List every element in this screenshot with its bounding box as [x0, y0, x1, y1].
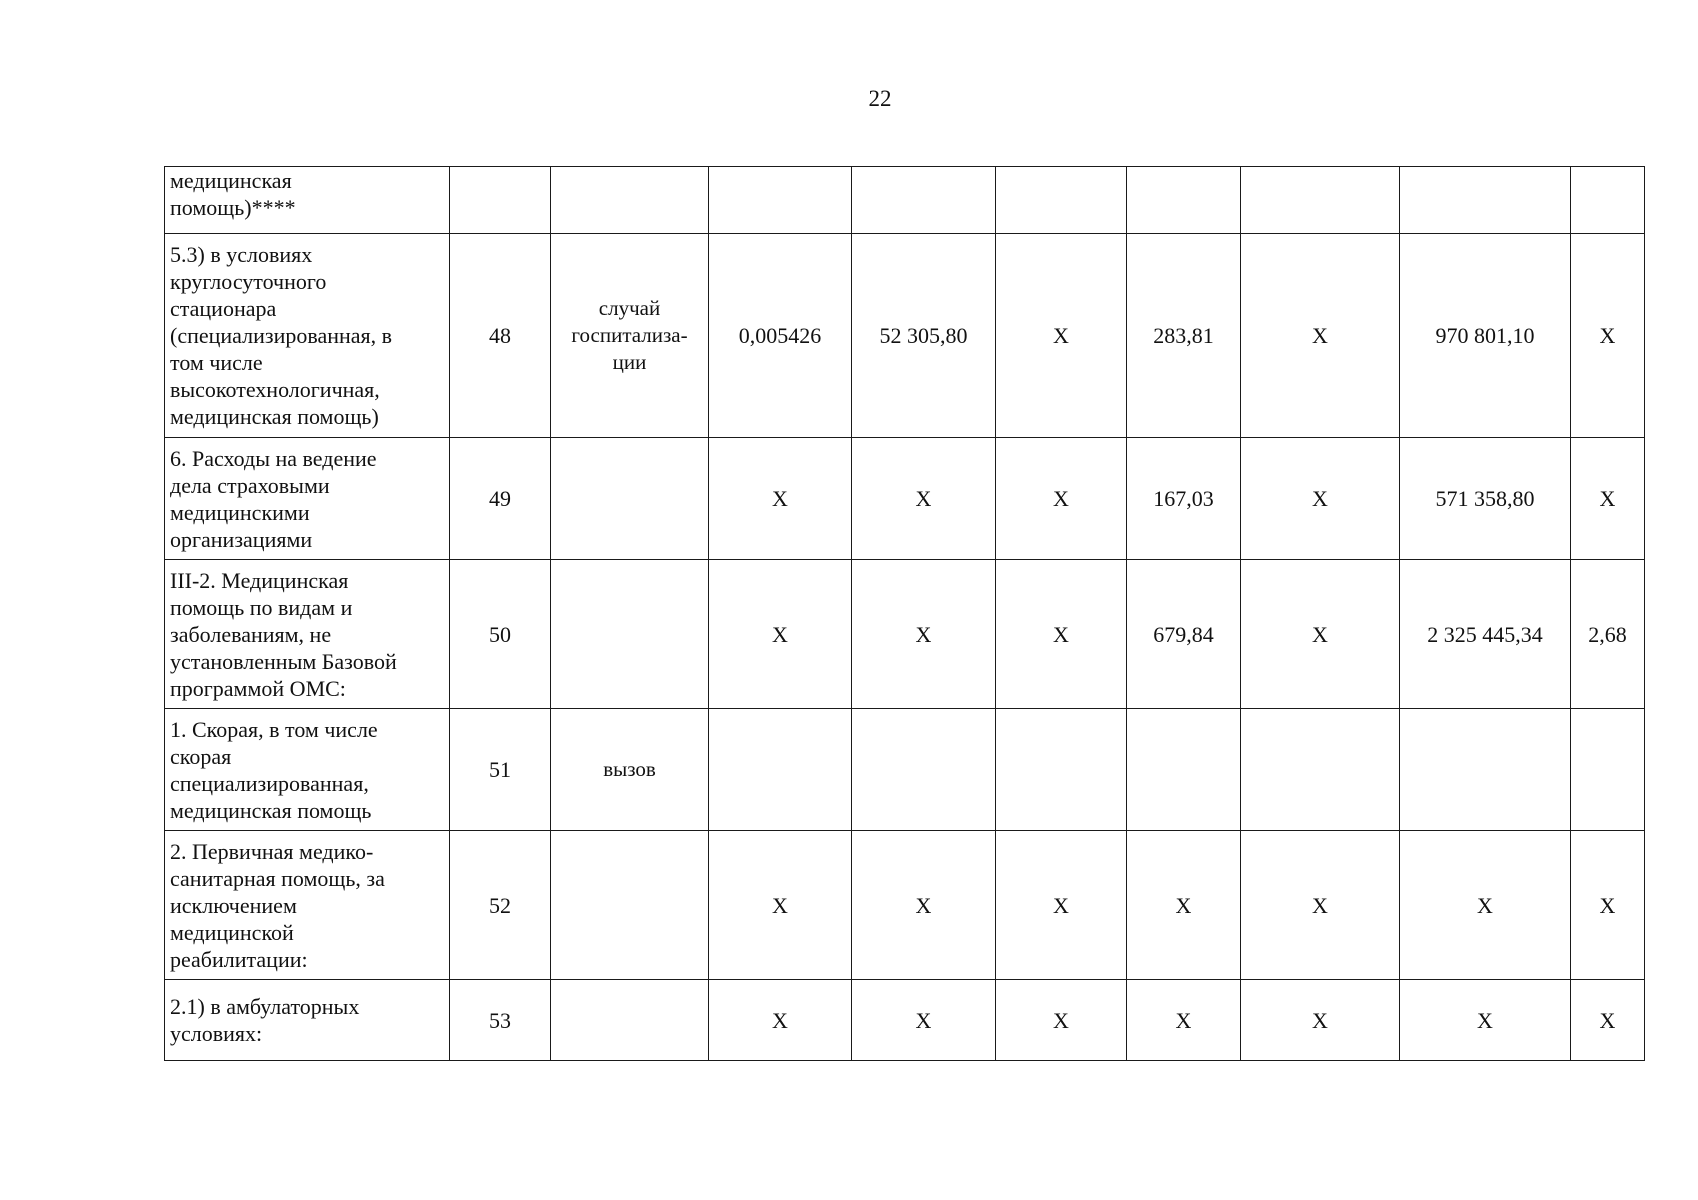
value-cell: X [1400, 831, 1571, 980]
value-cell: X [709, 831, 852, 980]
row-name-cell: 2. Первичная медико- санитарная помощь, за исключением медицинской реабилитации: [165, 831, 450, 980]
value-cell: X [1571, 438, 1645, 560]
value-cell: 571 358,80 [1400, 438, 1571, 560]
value-cell [1400, 709, 1571, 831]
value-cell: X [1241, 560, 1400, 709]
value-cell [1241, 167, 1400, 234]
value-cell: 283,81 [1127, 234, 1241, 438]
row-name-cell: 5.3) в условиях круглосуточного стационара (специализированная, в том числе высокотехнологичная, медицинская помощь) [165, 234, 450, 438]
row-name-cell: III-2. Медицинская помощь по видам и заболеваниям, не установленным Базовой программой ОМС: [165, 560, 450, 709]
value-cell: 52 305,80 [852, 234, 996, 438]
unit-cell: вызов [551, 709, 709, 831]
value-cell [1571, 167, 1645, 234]
value-cell: X [996, 980, 1127, 1061]
value-cell: X [1400, 980, 1571, 1061]
value-cell: X [1571, 980, 1645, 1061]
value-cell: X [852, 980, 996, 1061]
value-cell [709, 709, 852, 831]
value-cell [996, 167, 1127, 234]
value-cell: 167,03 [1127, 438, 1241, 560]
value-cell [852, 167, 996, 234]
row-number-cell: 50 [450, 560, 551, 709]
value-cell: X [1571, 831, 1645, 980]
value-cell: X [1241, 234, 1400, 438]
value-cell: 0,005426 [709, 234, 852, 438]
table-row [165, 709, 1645, 831]
row-name-cell: 6. Расходы на ведение дела страховыми медицинскими организациями [165, 438, 450, 560]
value-cell: X [852, 560, 996, 709]
unit-cell [551, 167, 709, 234]
value-cell: X [709, 438, 852, 560]
table-row [165, 167, 1645, 234]
value-cell [852, 709, 996, 831]
page-number: 22 [868, 86, 892, 111]
row-number-cell: 49 [450, 438, 551, 560]
table-row [165, 560, 1645, 709]
value-cell [1241, 709, 1400, 831]
row-number-cell [450, 167, 551, 234]
row-name-cell: 2.1) в амбулаторных условиях: [165, 980, 450, 1061]
value-cell [709, 167, 852, 234]
value-cell: X [1571, 234, 1645, 438]
row-number-cell: 51 [450, 709, 551, 831]
value-cell: X [1127, 831, 1241, 980]
row-number-cell: 52 [450, 831, 551, 980]
unit-cell [551, 560, 709, 709]
value-cell [1127, 167, 1241, 234]
row-name-cell: медицинская помощь)**** [165, 167, 450, 234]
value-cell [1571, 709, 1645, 831]
table-row [165, 831, 1645, 980]
table-row [165, 438, 1645, 560]
value-cell: X [1127, 980, 1241, 1061]
value-cell: X [996, 831, 1127, 980]
value-cell: X [1241, 980, 1400, 1061]
value-cell: X [996, 234, 1127, 438]
unit-cell [551, 831, 709, 980]
table-row [165, 234, 1645, 438]
value-cell: 2,68 [1571, 560, 1645, 709]
value-cell [1400, 167, 1571, 234]
value-cell [996, 709, 1127, 831]
row-name-cell: 1. Скорая, в том числе скорая специализированная, медицинская помощь [165, 709, 450, 831]
table-body [165, 167, 1645, 1061]
value-cell: X [852, 831, 996, 980]
value-cell: 679,84 [1127, 560, 1241, 709]
row-number-cell: 53 [450, 980, 551, 1061]
value-cell: X [1241, 831, 1400, 980]
value-cell: X [1241, 438, 1400, 560]
value-cell: 2 325 445,34 [1400, 560, 1571, 709]
value-cell: 970 801,10 [1400, 234, 1571, 438]
value-cell: X [852, 438, 996, 560]
unit-cell [551, 980, 709, 1061]
data-table [164, 166, 1645, 1061]
table-row [165, 980, 1645, 1061]
value-cell: X [709, 980, 852, 1061]
value-cell: X [996, 560, 1127, 709]
value-cell [1127, 709, 1241, 831]
value-cell: X [996, 438, 1127, 560]
unit-cell: случай госпитализа- ции [551, 234, 709, 438]
row-number-cell: 48 [450, 234, 551, 438]
unit-cell [551, 438, 709, 560]
value-cell: X [709, 560, 852, 709]
